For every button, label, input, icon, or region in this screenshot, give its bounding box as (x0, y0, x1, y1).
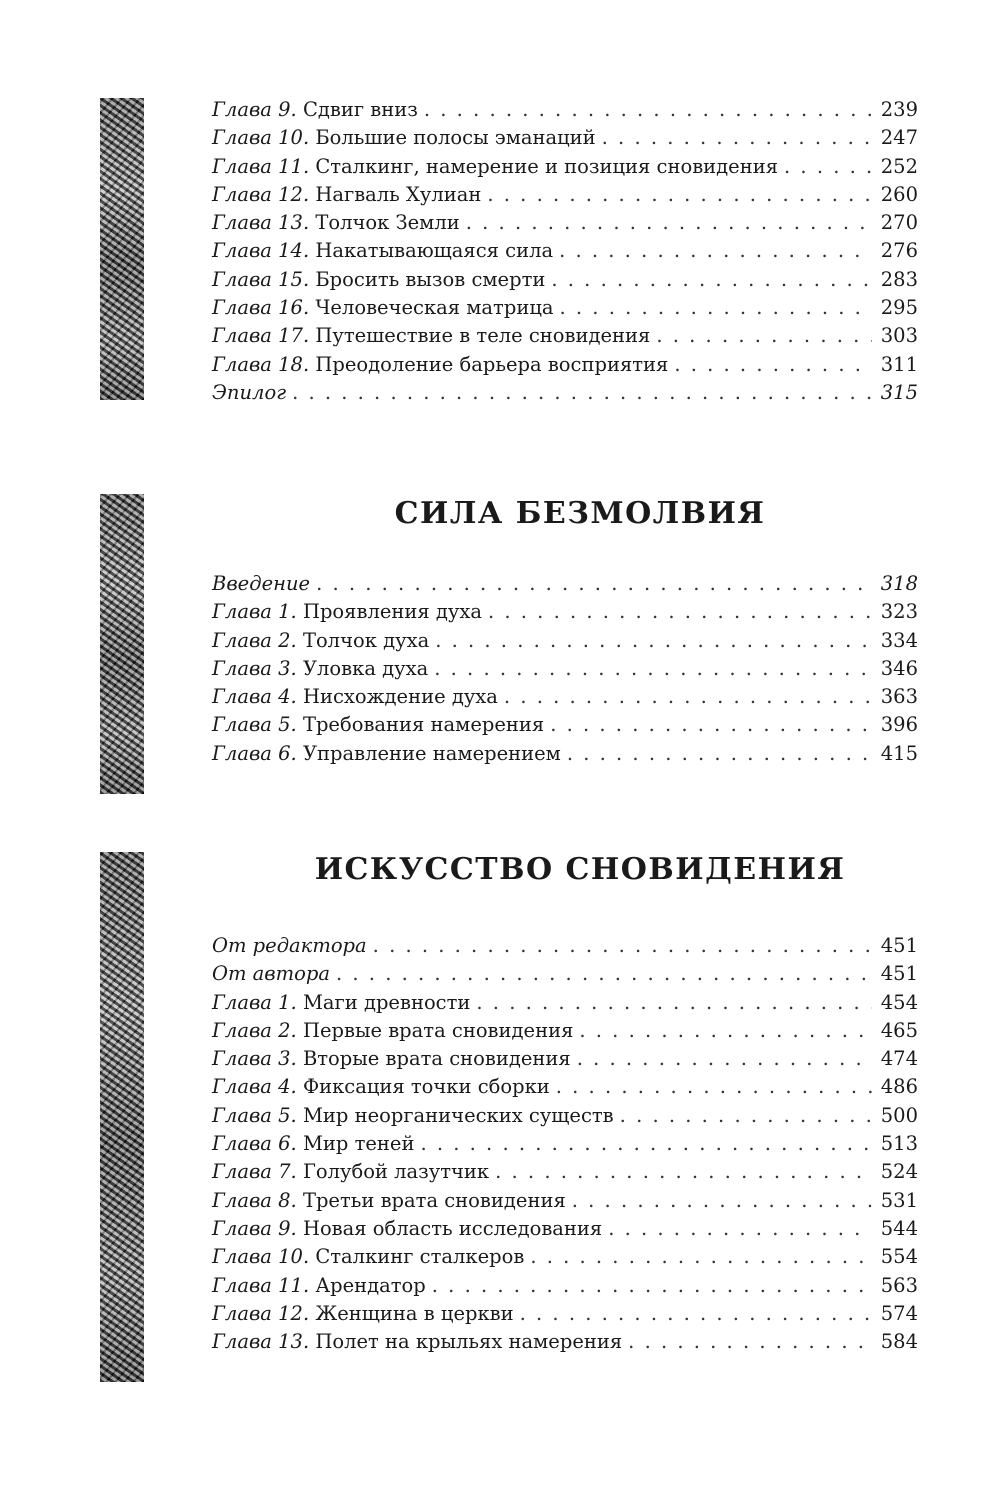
entry-label: Глава 10. (212, 1245, 310, 1269)
entry-page: 363 (880, 685, 918, 709)
toc-entry[interactable] (212, 237, 918, 265)
entry-page: 315 (880, 380, 918, 404)
toc-list-dreaming (212, 932, 918, 1356)
toc-entry[interactable] (212, 1102, 918, 1130)
section-heading: СИЛА БЕЗМОЛВИЯ (394, 496, 766, 531)
entry-title: Требования намерения (302, 713, 545, 737)
entry-page: 563 (880, 1273, 918, 1297)
toc-entry[interactable] (212, 1215, 918, 1243)
leader-dots (487, 181, 872, 209)
entry-title: Маги древности (302, 990, 471, 1014)
entry-label: Глава 9. (212, 98, 297, 121)
toc-entry[interactable] (212, 1300, 918, 1328)
toc-entry[interactable] (212, 960, 918, 988)
entry-title: Сдвиг вниз (302, 98, 418, 121)
leader-dots (432, 1272, 872, 1300)
entry-label: Эпилог (212, 380, 287, 404)
entry-label: Глава 13. (212, 1330, 310, 1354)
toc-entry[interactable] (212, 598, 918, 626)
entry-page: 554 (880, 1245, 918, 1269)
toc-entry[interactable] (212, 124, 918, 152)
decorative-image-strip (100, 494, 144, 794)
leader-dots (602, 124, 872, 152)
leader-dots (579, 1017, 872, 1045)
leader-dots (620, 1102, 872, 1130)
toc-list-top (212, 96, 918, 407)
toc-entry[interactable] (212, 932, 918, 960)
entry-title: Большие полосы эманаций (315, 126, 596, 150)
entry-page: 415 (880, 741, 918, 765)
entry-label: Глава 2. (212, 628, 297, 652)
entry-label: Глава 5. (212, 713, 297, 737)
entry-label: Глава 13. (212, 211, 310, 235)
entry-page: 513 (880, 1132, 918, 1156)
toc-entry[interactable] (212, 1073, 918, 1101)
leader-dots (608, 1215, 872, 1243)
toc-entry[interactable] (212, 570, 918, 598)
entry-title: Накатывающаяся сила (315, 239, 554, 263)
entry-page: 295 (880, 296, 918, 320)
entry-label: Глава 1. (212, 600, 297, 624)
entry-page: 247 (880, 126, 918, 150)
entry-label: Глава 17. (212, 324, 310, 348)
toc-entry[interactable] (212, 96, 918, 124)
toc-entry[interactable] (212, 1130, 918, 1158)
entry-page: 346 (880, 656, 918, 680)
leader-dots (420, 1130, 872, 1158)
leader-dots (466, 209, 872, 237)
toc-entry[interactable] (212, 209, 918, 237)
toc-entry[interactable] (212, 627, 918, 655)
toc-entry[interactable] (212, 1158, 918, 1186)
leader-dots (674, 351, 872, 379)
entry-label: Глава 11. (212, 1273, 310, 1297)
entry-page: 276 (880, 239, 918, 263)
decorative-image-strip (100, 98, 144, 400)
leader-dots (488, 598, 872, 626)
toc-entry[interactable] (212, 294, 918, 322)
toc-entry[interactable] (212, 711, 918, 739)
toc-entry[interactable] (212, 379, 918, 407)
toc-entry[interactable] (212, 322, 918, 350)
entry-page: 584 (880, 1330, 918, 1354)
leader-dots (784, 153, 872, 181)
entry-label: Глава 14. (212, 239, 310, 263)
entry-page: 311 (880, 352, 918, 376)
leader-dots (559, 237, 872, 265)
toc-entry[interactable] (212, 153, 918, 181)
toc-entry[interactable] (212, 989, 918, 1017)
leader-dots (316, 570, 872, 598)
entry-title: Новая область исследования (302, 1216, 603, 1240)
leader-dots (628, 1328, 872, 1356)
entry-title: Сталкинг сталкеров (315, 1245, 525, 1269)
toc-entry[interactable] (212, 655, 918, 683)
entry-page: 252 (880, 154, 918, 178)
entry-page: 574 (880, 1301, 918, 1325)
entry-label: Глава 2. (212, 1018, 297, 1042)
entry-title: Мир неорганических существ (302, 1103, 614, 1127)
entry-page: 334 (880, 628, 918, 652)
entry-page: 500 (880, 1103, 918, 1127)
entry-title: Толчок духа (302, 628, 430, 652)
entry-label: Глава 1. (212, 990, 297, 1014)
leader-dots (336, 960, 872, 988)
entry-title: Сталкинг, намерение и позиция сновидения (315, 154, 779, 178)
entry-page: 451 (880, 934, 918, 957)
entry-label: Глава 8. (212, 1188, 297, 1212)
leader-dots (476, 989, 872, 1017)
entry-page: 454 (880, 990, 918, 1014)
entry-page: 239 (880, 98, 918, 121)
entry-label: Глава 7. (212, 1160, 297, 1184)
entry-label: Глава 11. (212, 154, 310, 178)
entry-page: 531 (880, 1188, 918, 1212)
toc-entry[interactable] (212, 1045, 918, 1073)
leader-dots (373, 932, 872, 960)
toc-entry[interactable] (212, 1272, 918, 1300)
toc-entry[interactable] (212, 1328, 918, 1356)
entry-label: Глава 3. (212, 1047, 297, 1071)
entry-page: 318 (880, 572, 918, 595)
entry-title: Путешествие в теле сновидения (315, 324, 651, 348)
entry-label: Глава 5. (212, 1103, 297, 1127)
entry-label: Глава 6. (212, 741, 297, 765)
leader-dots (551, 266, 872, 294)
leader-dots (560, 294, 873, 322)
entry-title: Нагваль Хулиан (315, 182, 482, 206)
entry-page: 465 (880, 1018, 918, 1042)
entry-page: 396 (880, 713, 918, 737)
entry-label: Глава 4. (212, 1075, 297, 1099)
leader-dots (495, 1158, 872, 1186)
entry-page: 260 (880, 182, 918, 206)
entry-title: Преодоление барьера восприятия (315, 352, 669, 376)
toc-entry[interactable] (212, 740, 918, 768)
leader-dots (656, 322, 872, 350)
entry-title: Арендатор (315, 1273, 426, 1297)
entry-label: От автора (212, 962, 330, 986)
entry-page: 283 (880, 267, 918, 291)
entry-title: Вторые врата сновидения (302, 1047, 571, 1071)
entry-title: Толчок Земли (315, 211, 460, 235)
leader-dots (530, 1243, 872, 1271)
entry-title: Управление намерением (302, 741, 561, 765)
toc-entry[interactable] (212, 266, 918, 294)
entry-page: 486 (880, 1075, 918, 1099)
entry-label: Глава 16. (212, 296, 310, 320)
entry-label: Глава 12. (212, 1301, 310, 1325)
entry-page: 303 (880, 324, 918, 348)
entry-page: 451 (880, 962, 918, 986)
toc-entry[interactable] (212, 351, 918, 379)
entry-page: 544 (880, 1216, 918, 1240)
entry-title: Фиксация точки сборки (302, 1075, 550, 1099)
entry-label: Глава 4. (212, 685, 297, 709)
entry-label: Глава 18. (212, 352, 310, 376)
toc-entry[interactable] (212, 1187, 918, 1215)
leader-dots (424, 96, 872, 124)
entry-page: 524 (880, 1160, 918, 1184)
entry-title: Человеческая матрица (315, 296, 554, 320)
leader-dots (550, 711, 872, 739)
toc-entry[interactable] (212, 1243, 918, 1271)
entry-label: От редактора (212, 934, 367, 957)
section-heading: ИСКУССТВО СНОВИДЕНИЯ (314, 852, 846, 887)
entry-page: 270 (880, 211, 918, 235)
entry-label: Введение (212, 572, 311, 595)
leader-dots (572, 1187, 872, 1215)
entry-title: Нисхождение духа (302, 685, 498, 709)
entry-title: Бросить вызов смерти (315, 267, 546, 291)
entry-title: Голубой лазутчик (302, 1160, 490, 1184)
entry-label: Глава 3. (212, 656, 297, 680)
entry-label: Глава 9. (212, 1216, 297, 1240)
entry-label: Глава 15. (212, 267, 310, 291)
entry-title: Уловка духа (302, 656, 429, 680)
decorative-image-strip (100, 852, 144, 1382)
entry-title: Женщина в церкви (315, 1301, 514, 1325)
entry-title: Третьи врата сновидения (302, 1188, 566, 1212)
leader-dots (577, 1045, 872, 1073)
leader-dots (435, 627, 872, 655)
entry-page: 474 (880, 1047, 918, 1071)
leader-dots (434, 655, 872, 683)
entry-title: Проявления духа (302, 600, 482, 624)
entry-label: Глава 10. (212, 126, 310, 150)
leader-dots (292, 379, 872, 407)
leader-dots (556, 1073, 872, 1101)
entry-page: 323 (880, 600, 918, 624)
toc-entry[interactable] (212, 181, 918, 209)
leader-dots (520, 1300, 872, 1328)
leader-dots (504, 683, 872, 711)
leader-dots (567, 740, 872, 768)
entry-title: Первые врата сновидения (302, 1018, 574, 1042)
entry-title: Полет на крыльях намерения (315, 1330, 623, 1354)
entry-label: Глава 12. (212, 182, 310, 206)
entry-title: Мир теней (302, 1132, 415, 1156)
toc-entry[interactable] (212, 683, 918, 711)
toc-list-silence (212, 570, 918, 768)
entry-label: Глава 6. (212, 1132, 297, 1156)
toc-entry[interactable] (212, 1017, 918, 1045)
